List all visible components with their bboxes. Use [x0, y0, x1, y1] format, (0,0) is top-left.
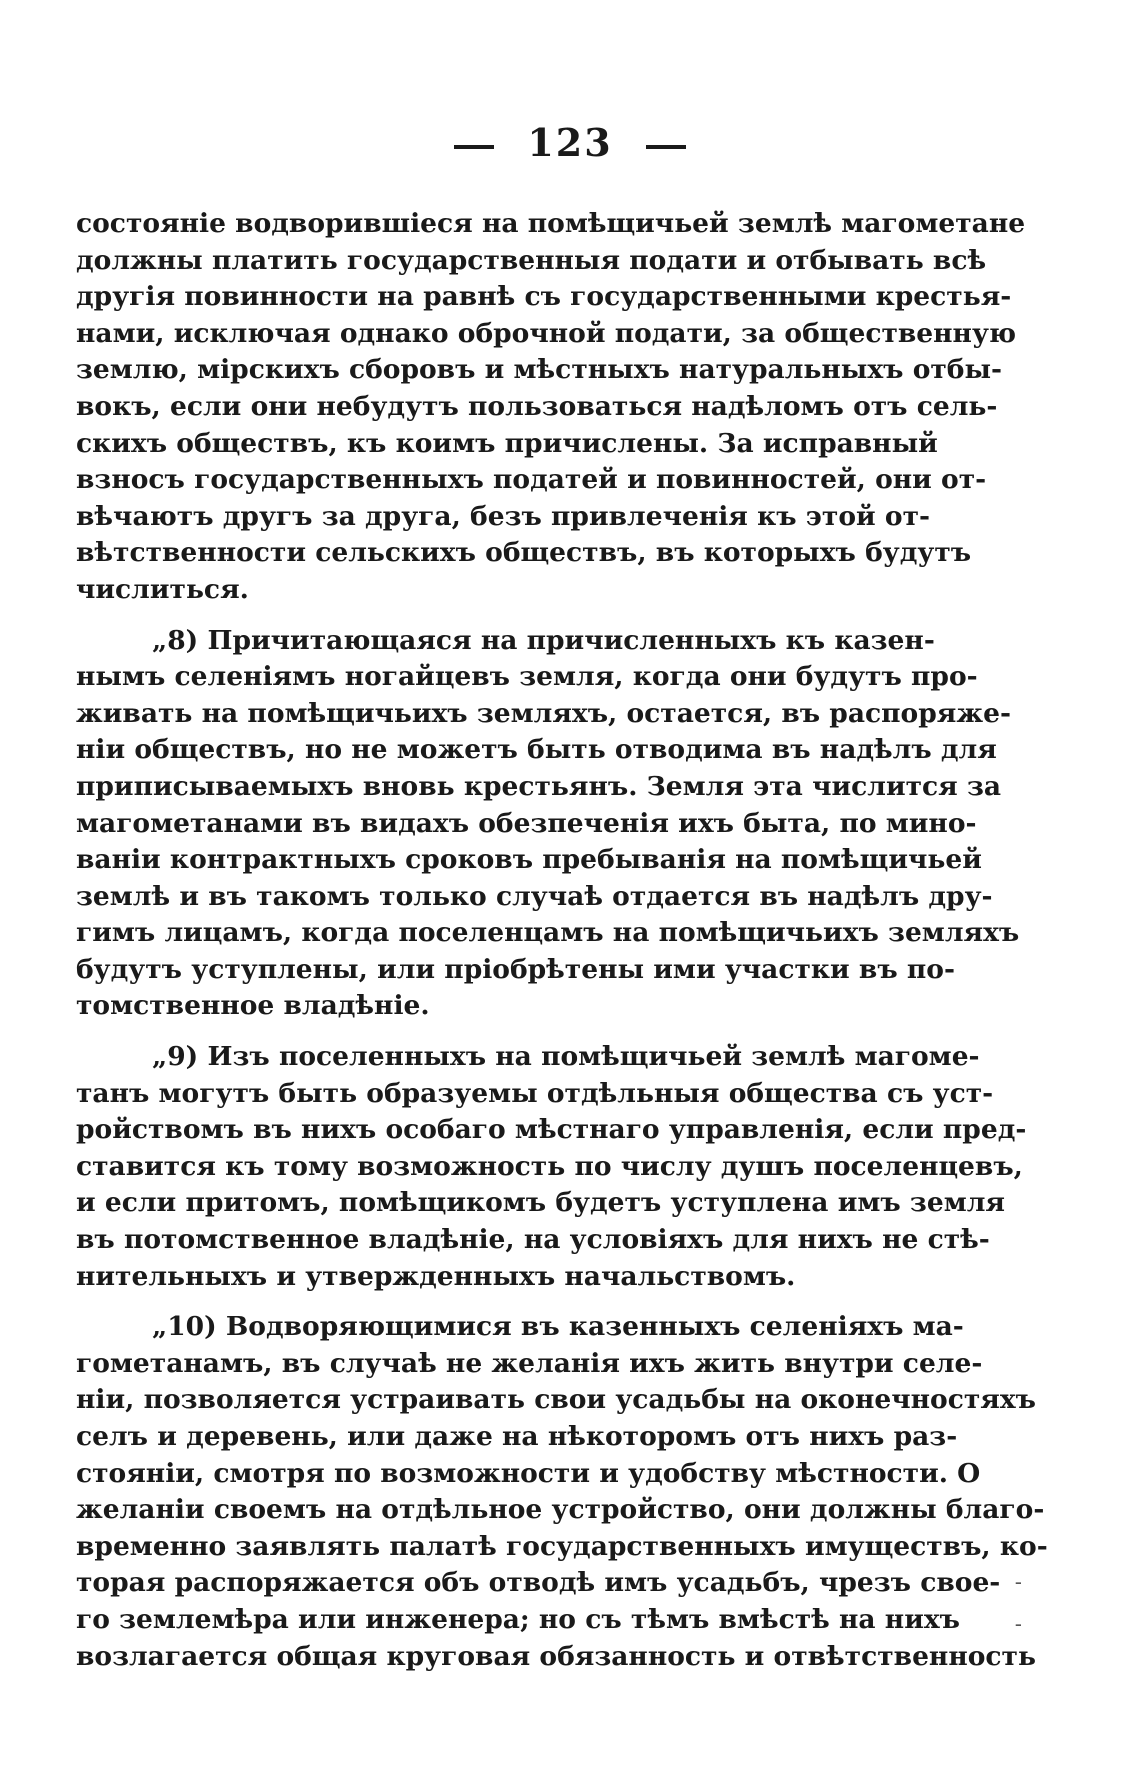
text-line: „8) Причитающаяся на причисленныхъ къ казен- [152, 624, 935, 656]
text-line: приписываемыхъ вновь крестьянъ. Земля эта числится за [76, 770, 1002, 802]
paragraph-continuation [76, 206, 1026, 609]
header-dash-right [646, 145, 686, 149]
text-line: въ потомственное владѣніе, на условіяхъ для нихъ не стѣ- [76, 1224, 990, 1256]
text-line: будутъ уступлены, или пріобрѣтены ими участки въ по- [76, 953, 955, 985]
text-line: ніи обществъ, но не можетъ быть отводима въ надѣлъ для [76, 734, 997, 766]
text-line: числиться. [76, 573, 249, 605]
text-line: скихъ обществъ, къ коимъ причислены. За исправный [76, 427, 938, 459]
text-line: „10) Водворяющимися въ казенныхъ селеніяхъ ма- [152, 1311, 964, 1343]
page-number: 123 [527, 120, 613, 165]
paragraph-10 [76, 1309, 1048, 1675]
text-line: возлагается общая круговая обязанность и отвѣтственность [76, 1640, 1036, 1672]
text-line: торая распоряжается объ отводѣ имъ усадьбъ, чрезъ свое- [76, 1567, 1001, 1599]
text-line: ройствомъ въ нихъ особаго мѣстнаго управленія, если пред- [76, 1114, 1027, 1146]
text-line: нительныхъ и утвержденныхъ начальствомъ. [76, 1260, 796, 1292]
text-line: должны платить государственныя подати и отбывать всѣ [76, 244, 987, 276]
text-line: го землемѣра или инженера; но съ тѣмъ вмѣстѣ на нихъ [76, 1603, 960, 1635]
header-dash-left [454, 145, 494, 149]
text-line: живать на помѣщичьихъ земляхъ, остается, въ распоряже- [76, 697, 1011, 729]
text-line: вокъ, если они небудутъ пользоваться надѣломъ отъ сель- [76, 390, 998, 422]
text-line: ваніи контрактныхъ сроковъ пребыванія на помѣщичьей [76, 844, 982, 876]
text-line: стояніи, смотря по возможности и удобству мѣстности. О [76, 1457, 981, 1489]
text-line: „9) Изъ поселенныхъ на помѣщичьей землѣ магоме- [152, 1041, 980, 1073]
margin-mark: - [1014, 1612, 1022, 1636]
text-line: землѣ и въ такомъ только случаѣ отдается въ надѣлъ дру- [76, 880, 993, 912]
text-line: ніи, позволяется устраивать свои усадьбы на оконечностяхъ [76, 1384, 1036, 1416]
text-line: взносъ государственныхъ податей и повинностей, они от- [76, 464, 987, 496]
text-line: гометанамъ, въ случаѣ не желанія ихъ жить внутри селе- [76, 1347, 983, 1379]
text-line: нами, исключая однако оброчной подати, за общественную [76, 317, 1017, 349]
text-line: вѣтственности сельскихъ обществъ, въ которыхъ будутъ [76, 537, 972, 569]
text-line: другія повинности на равнѣ съ государственными крестья- [76, 281, 1012, 313]
text-line: землю, мірскихъ сборовъ и мѣстныхъ натуральныхъ отбы- [76, 354, 1003, 386]
margin-mark: - [1014, 1570, 1022, 1594]
text-line: ставится къ тому возможность по числу душъ поселенцевъ, [76, 1150, 1023, 1182]
text-line: и если притомъ, помѣщикомъ будетъ уступлена имъ земля [76, 1187, 1005, 1219]
body-text [76, 206, 1048, 1675]
text-line: магометанами въ видахъ обезпеченія ихъ быта, по мино- [76, 807, 977, 839]
text-line: гимъ лицамъ, когда поселенцамъ на помѣщичьихъ земляхъ [76, 917, 1020, 949]
paragraph-9 [76, 1039, 1027, 1295]
text-line: временно заявлять палатѣ государственныхъ имуществъ, ко- [76, 1530, 1048, 1562]
text-line: нымъ селеніямъ ногайцевъ земля, когда они будутъ про- [76, 661, 978, 693]
text-line: состояніе водворившіеся на помѣщичьей землѣ магометане [76, 208, 1026, 239]
text-line: томственное владѣніе. [76, 990, 430, 1022]
text-line: желаніи своемъ на отдѣльное устройство, они должны благо- [76, 1494, 1045, 1526]
page-header [0, 120, 1140, 165]
text-line: танъ могутъ быть образуемы отдѣльныя общества съ уст- [76, 1077, 994, 1109]
text-line: вѣчаютъ другъ за друга, безъ привлеченія къ этой от- [76, 500, 930, 532]
paragraph-8 [76, 623, 1020, 1026]
text-line: селъ и деревень, или даже на нѣкоторомъ отъ нихъ раз- [76, 1421, 958, 1452]
